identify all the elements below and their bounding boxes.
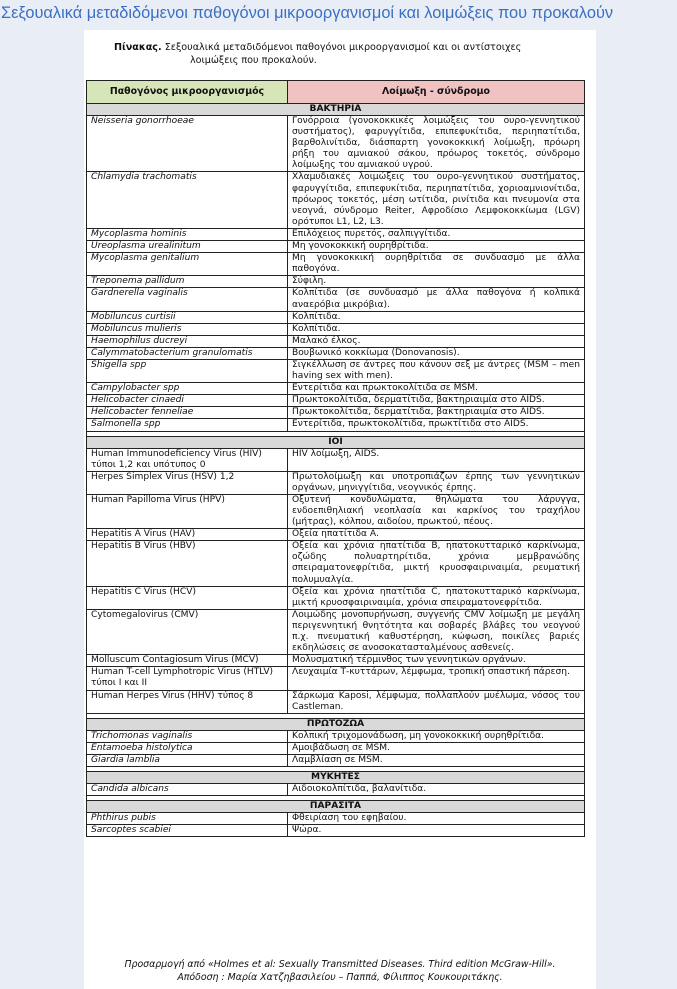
section-header-row xyxy=(87,718,585,730)
table-row xyxy=(87,529,585,541)
section-header-row xyxy=(87,104,585,116)
pathogen-cell: Human Papilloma Virus (HPV) xyxy=(87,494,288,528)
pathogen-cell: Mobiluncus curtisii xyxy=(87,311,288,323)
pathogen-cell: Human Immunodeficiency Virus (HIV) τύποι 1,2 και υπότυπος 0 xyxy=(87,448,288,471)
pathogen-cell: Mobiluncus mulieris xyxy=(87,323,288,335)
infection-cell: Επιλόχειος πυρετός, σαλπιγγίτιδα. xyxy=(288,228,585,240)
table-row xyxy=(87,311,585,323)
table-row xyxy=(87,471,585,494)
table-row xyxy=(87,419,585,431)
pathogen-cell: Giardia lamblia xyxy=(87,754,288,766)
infection-cell: Λαμβλίαση σε MSM. xyxy=(288,754,585,766)
pathogen-cell: Phthirus pubis xyxy=(87,813,288,825)
section-header-row xyxy=(87,801,585,813)
table-row xyxy=(87,494,585,528)
pathogen-cell: Cytomegalovirus (CMV) xyxy=(87,609,288,654)
infection-cell: Μολυσματική τέρμινθος των γεννητικών οργάνων. xyxy=(288,655,585,667)
header-infection: Λοίμωξη - σύνδρομο xyxy=(288,81,585,104)
infection-cell: Λοιμώδης μονοπυρήνωση, συγγενής CMV λοίμωξη με μεγάλη περιγεννητική θνητότητα και σοβαρές βλάβες του νεογνού π.χ. πνευματική καθυστέρηση, κώφωση, ποικίλες βαριές εκδηλώσεις σε ανοσοκατασταλμένους ασθενείς. xyxy=(288,609,585,654)
pathogen-table xyxy=(86,80,585,837)
table-row xyxy=(87,730,585,742)
pathogen-cell: Campylobacter spp xyxy=(87,383,288,395)
caption-label: Πίνακας. xyxy=(114,42,162,53)
pathogen-cell: Molluscum Contagiosum Virus (MCV) xyxy=(87,655,288,667)
infection-cell: Οξεία και χρόνια ηπατίτιδα Β, ηπατοκυτταρικό καρκίνωμα, οζώδης πολυαρτηρίτιδα, χρόνια μεμβρανώδης σπειραματονεφρίτιδα, μικτή κρυοσφαιριναιμία, ρευματική πολυμυαλγία. xyxy=(288,541,585,586)
infection-cell: Οξεία ηπατίτιδα Α. xyxy=(288,529,585,541)
pathogen-cell: Chlamydia trachomatis xyxy=(87,172,288,228)
infection-cell: Λευχαιμία Τ-κυττάρων, λέμφωμα, τροπική σπαστική πάρεση. xyxy=(288,667,585,690)
table-row xyxy=(87,253,585,276)
table-row xyxy=(87,690,585,713)
table-row xyxy=(87,228,585,240)
infection-cell: Πρωτολοίμωξη και υποτροπιάζων έρπης των γεννητικών οργάνων, μηνιγγίτιδα, νεογνικός έρπης. xyxy=(288,471,585,494)
table-row xyxy=(87,335,585,347)
pathogen-cell: Human Herpes Virus (HHV) τύπος 8 xyxy=(87,690,288,713)
table-row xyxy=(87,541,585,586)
infection-cell: Οξυτενή κονδυλώματα, θηλώματα του λάρυγγα, ενδοεπιθηλιακή νεοπλασία και καρκίνος του τραχήλου (μήτρας), κόλπου, αιδοίου, πρωκτού, πέους. xyxy=(288,494,585,528)
infection-cell: Βουβωνικό κοκκίωμα (Donovanosis). xyxy=(288,347,585,359)
table-footer xyxy=(84,958,596,984)
table-header-row xyxy=(87,81,585,104)
table-row xyxy=(87,407,585,419)
caption-text-line1: Σεξουαλικά μεταδιδόμενοι παθογόνοι μικροοργανισμοί και οι αντίστοιχες xyxy=(161,42,522,53)
table-row xyxy=(87,754,585,766)
document-panel xyxy=(84,30,596,989)
section-title: ΙΟΙ xyxy=(87,436,585,448)
pathogen-cell: Neisseria gonorrhoeae xyxy=(87,116,288,172)
infection-cell: Πρωκτοκολίτιδα, δερματίτιδα, βακτηριαιμία στο AIDS. xyxy=(288,395,585,407)
infection-cell: Κολπίτιδα. xyxy=(288,323,585,335)
infection-cell: Σύφιλη. xyxy=(288,276,585,288)
table-row xyxy=(87,172,585,228)
infection-cell: Κολπική τριχομονάδωση, μη γονοκοκκική ουρηθρίτιδα. xyxy=(288,730,585,742)
table-row xyxy=(87,742,585,754)
section-title: ΠΡΩΤΟΖΩΑ xyxy=(87,718,585,730)
infection-cell: Μη γονοκοκκική ουρηθρίτιδα σε συνδυασμό με άλλα παθογόνα. xyxy=(288,253,585,276)
pathogen-cell: Calymmatobacterium granulomatis xyxy=(87,347,288,359)
pathogen-cell: Herpes Simplex Virus (HSV) 1,2 xyxy=(87,471,288,494)
footer-source: Προσαρμογή από «Holmes et al: Sexually Transmitted Diseases. Third edition McGraw-Hill». xyxy=(124,959,556,970)
pathogen-cell: Haemophilus ducreyi xyxy=(87,335,288,347)
infection-cell: Γονόρροια (γονοκοκκικές λοιμώξεις του ουρο-γεννητικού συστήματος), φαρυγγίτιδα, επιπεφυκίτιδα, περιηπατίτιδα, βαρθολινίτιδα, διάσπαρτη γονοκοκκική λοίμωξη, πρόωρη ρήξη του αμνιακού σάκου, πρόωρος τοκετός, σύνδρομο λοίμωξης του αμνιακού υγρού. xyxy=(288,116,585,172)
infection-cell: HIV λοίμωξη, AIDS. xyxy=(288,448,585,471)
infection-cell: Μη γονοκοκκική ουρηθρίτιδα. xyxy=(288,241,585,253)
pathogen-cell: Hepatitis C Virus (HCV) xyxy=(87,586,288,609)
infection-cell: Χλαμυδιακές λοιμώξεις του ουρο-γεννητικού συστήματος, φαρυγγίτιδα, επιπεφυκίτιδα, περιηπατίτιδα, χοριοαμνιονίτιδα, πρόωρος τοκετός, μέση ωτίτιδα, ρινίτιδα και πνευμονία στα νεογνά, σύνδρομο Reiter, Αφροδίσιο Λεμφοκοκκίωμα (LGV) ορότυποι L1, L2, L3. xyxy=(288,172,585,228)
section-title: ΠΑΡΑΣΙΤΑ xyxy=(87,801,585,813)
pathogen-cell: Mycoplasma genitalium xyxy=(87,253,288,276)
header-pathogen: Παθογόνος μικροοργανισμός xyxy=(87,81,288,104)
pathogen-cell: Hepatitis A Virus (HAV) xyxy=(87,529,288,541)
pathogen-cell: Mycoplasma hominis xyxy=(87,228,288,240)
pathogen-cell: Sarcoptes scabiei xyxy=(87,825,288,837)
pathogen-cell: Gardnerella vaginalis xyxy=(87,288,288,311)
infection-cell: Πρωκτοκολίτιδα, δερματίτιδα, βακτηριαιμία στο AIDS. xyxy=(288,407,585,419)
table-row xyxy=(87,609,585,654)
infection-cell: Αιδοιοκολπίτιδα, βαλανίτιδα. xyxy=(288,783,585,795)
table-row xyxy=(87,116,585,172)
table-row xyxy=(87,813,585,825)
infection-cell: Εντερίτιδα, πρωκτοκολίτιδα, πρωκτίτιδα στο AIDS. xyxy=(288,419,585,431)
page-title: Σεξουαλικά μεταδιδόμενοι παθογόνοι μικροοργανισμοί και λοιμώξεις που προκαλούν xyxy=(1,4,614,22)
section-header-row xyxy=(87,771,585,783)
infection-cell: Κολπίτιδα (σε συνδυασμό με άλλα παθογόνα ή κολπικά αναερόβια μικρόβια). xyxy=(288,288,585,311)
infection-cell: Ψώρα. xyxy=(288,825,585,837)
infection-cell: Αμοιβάδωση σε MSM. xyxy=(288,742,585,754)
infection-cell: Οξεία και χρόνια ηπατίτιδα C, ηπατοκυτταρικό καρκίνωμα, μικτή κρυοσφαιριναιμία, χρόνια σπειραματονεφρίτιδα. xyxy=(288,586,585,609)
pathogen-cell: Human T-cell Lymphotropic Virus (HTLV) τύποι I και II xyxy=(87,667,288,690)
table-row xyxy=(87,448,585,471)
infection-cell: Κολπίτιδα. xyxy=(288,311,585,323)
infection-cell: Μαλακό έλκος. xyxy=(288,335,585,347)
table-row xyxy=(87,825,585,837)
table-row xyxy=(87,241,585,253)
section-header-row xyxy=(87,436,585,448)
table-caption xyxy=(114,41,574,67)
table-row xyxy=(87,655,585,667)
pathogen-cell: Ureoplasma urealinitum xyxy=(87,241,288,253)
section-title: ΒΑΚΤΗΡΙΑ xyxy=(87,104,585,116)
section-title: ΜΥΚΗΤΕΣ xyxy=(87,771,585,783)
table-row xyxy=(87,586,585,609)
footer-credits: Απόδοση : Μαρία Χατζηβασιλείου – Παππά, Φίλιππος Κουκουριτάκης. xyxy=(177,972,503,983)
caption-text-line2: λοιμώξεις που προκαλούν. xyxy=(190,55,317,66)
pathogen-cell: Shigella spp xyxy=(87,359,288,382)
table-row xyxy=(87,783,585,795)
table-row xyxy=(87,323,585,335)
table-row xyxy=(87,288,585,311)
table-row xyxy=(87,276,585,288)
pathogen-cell: Helicobacter fenneliae xyxy=(87,407,288,419)
infection-cell: Σάρκωμα Kaposi, λέμφωμα, πολλαπλούν μυέλωμα, νόσος του Castleman. xyxy=(288,690,585,713)
table-row xyxy=(87,383,585,395)
pathogen-cell: Candida albicans xyxy=(87,783,288,795)
pathogen-cell: Helicobacter cinaedi xyxy=(87,395,288,407)
pathogen-cell: Salmonella spp xyxy=(87,419,288,431)
table-row xyxy=(87,395,585,407)
table-row xyxy=(87,667,585,690)
pathogen-cell: Hepatitis B Virus (HBV) xyxy=(87,541,288,586)
pathogen-cell: Treponema pallidum xyxy=(87,276,288,288)
table-row xyxy=(87,359,585,382)
infection-cell: Φθειρίαση του εφηβαίου. xyxy=(288,813,585,825)
infection-cell: Εντερίτιδα και πρωκτοκολίτιδα σε MSM. xyxy=(288,383,585,395)
table-row xyxy=(87,347,585,359)
pathogen-cell: Trichomonas vaginalis xyxy=(87,730,288,742)
infection-cell: Σιγκέλλωση σε άντρες που κάνουν σεξ με άντρες (MSM – men having sex with men). xyxy=(288,359,585,382)
pathogen-cell: Entamoeba histolytica xyxy=(87,742,288,754)
